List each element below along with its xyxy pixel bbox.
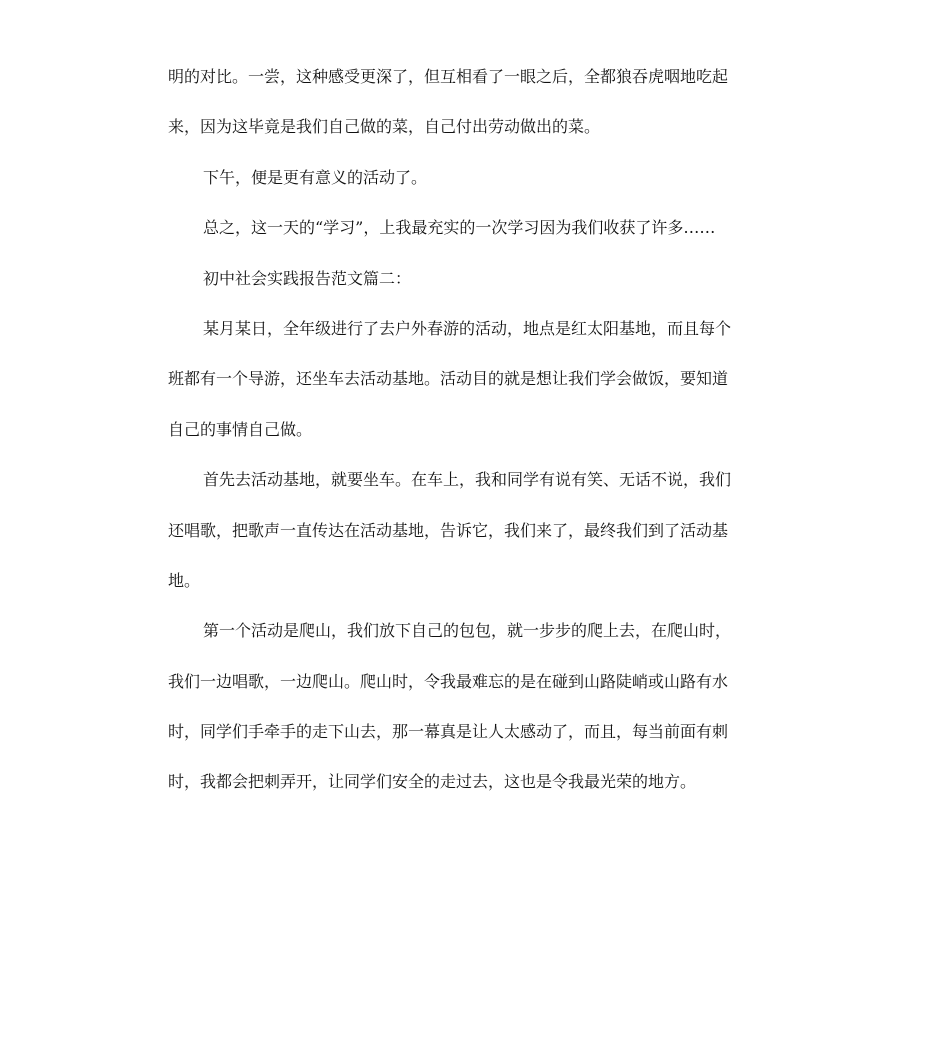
text-line-8: 自己的事情自己做。 xyxy=(168,419,313,439)
text-line-4: 总之，这一天的“学习”，上我最充实的一次学习因为我们收获了许多…… xyxy=(203,218,716,238)
text-line-1: 明的对比。一尝，这种感受更深了，但互相看了一眼之后，全都狼吞虎咽地吃起 xyxy=(168,67,729,86)
text-line-9: 首先去活动基地，就要坐车。在车上，我和同学有说有笑、无话不说，我们 xyxy=(203,470,732,490)
text-line-6: 某月某日，全年级进行了去户外春游的活动，地点是红太阳基地，而且每个 xyxy=(203,318,732,338)
document-body xyxy=(168,63,774,819)
text-line-12: 第一个活动是爬山，我们放下自己的包包，就一步步的爬上去，在爬山时， xyxy=(203,621,732,641)
text-line-14: 时，同学们手牵手的走下山去，那一幕真是让人太感动了，而且，每当前面有刺 xyxy=(168,722,729,742)
section-heading: 初中社会实践报告范文篇二： xyxy=(203,268,412,288)
text-line-2: 来，因为这毕竟是我们自己做的菜，自己付出劳动做出的菜。 xyxy=(168,117,601,137)
text-line-7: 班都有一个导游，还坐车去活动基地。活动目的就是想让我们学会做饭，要知道 xyxy=(168,369,729,389)
text-line-15: 时，我都会把刺弄开，让同学们安全的走过去，这也是令我最光荣的地方。 xyxy=(168,772,697,792)
text-line-10: 还唱歌，把歌声一直传达在活动基地，告诉它，我们来了，最终我们到了活动基 xyxy=(168,520,729,540)
text-line-3: 下午，便是更有意义的活动了。 xyxy=(203,167,428,187)
text-line-13: 我们一边唱歌，一边爬山。爬山时，令我最难忘的是在碰到山路陡峭或山路有水 xyxy=(168,671,729,691)
text-line-11: 地。 xyxy=(168,570,201,590)
